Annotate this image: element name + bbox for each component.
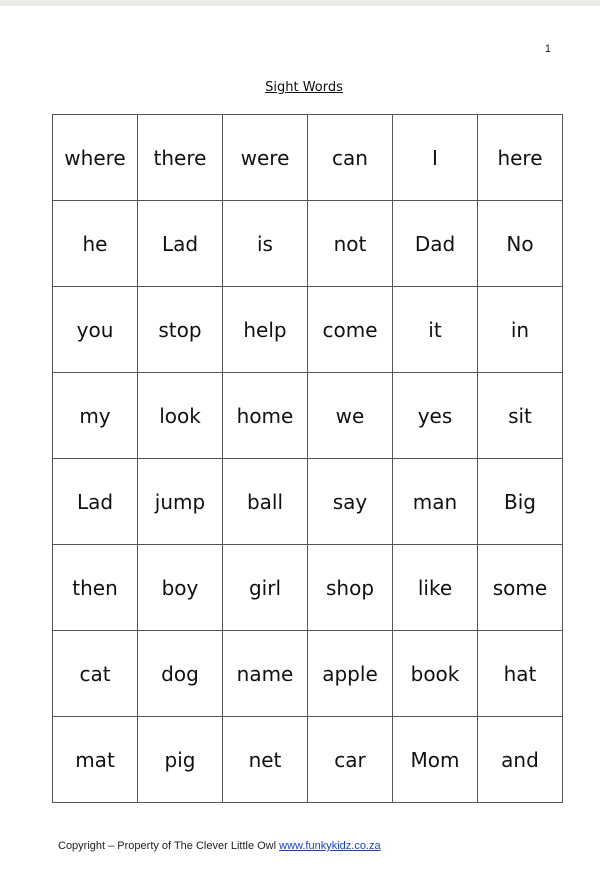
- word-cell: then: [53, 545, 138, 631]
- word-cell: sit: [478, 373, 563, 459]
- word-cell: look: [138, 373, 223, 459]
- word-cell: net: [223, 717, 308, 803]
- word-cell: mat: [53, 717, 138, 803]
- word-cell: car: [308, 717, 393, 803]
- word-cell: my: [53, 373, 138, 459]
- copyright-footer: [58, 840, 381, 852]
- table-row: [53, 459, 563, 545]
- table-row: [53, 631, 563, 717]
- word-cell: dog: [138, 631, 223, 717]
- word-cell: girl: [223, 545, 308, 631]
- word-cell: Lad: [53, 459, 138, 545]
- word-cell: name: [223, 631, 308, 717]
- table-row: [53, 115, 563, 201]
- word-cell: and: [478, 717, 563, 803]
- word-cell: say: [308, 459, 393, 545]
- word-cell: yes: [393, 373, 478, 459]
- word-cell: we: [308, 373, 393, 459]
- word-cell: where: [53, 115, 138, 201]
- table-row: [53, 717, 563, 803]
- word-cell: you: [53, 287, 138, 373]
- word-cell: not: [308, 201, 393, 287]
- table-row: [53, 545, 563, 631]
- sight-words-table: [52, 114, 563, 803]
- word-cell: No: [478, 201, 563, 287]
- table-row: [53, 287, 563, 373]
- word-cell: jump: [138, 459, 223, 545]
- page-number: 1: [544, 43, 551, 55]
- word-cell: man: [393, 459, 478, 545]
- word-cell: cat: [53, 631, 138, 717]
- table-row: [53, 201, 563, 287]
- word-cell: apple: [308, 631, 393, 717]
- word-cell: come: [308, 287, 393, 373]
- word-cell: he: [53, 201, 138, 287]
- word-cell: Mom: [393, 717, 478, 803]
- word-cell: stop: [138, 287, 223, 373]
- word-cell: boy: [138, 545, 223, 631]
- word-cell: hat: [478, 631, 563, 717]
- word-cell: were: [223, 115, 308, 201]
- word-cell: I: [393, 115, 478, 201]
- page-title: Sight Words: [265, 80, 343, 95]
- word-cell: Lad: [138, 201, 223, 287]
- word-cell: can: [308, 115, 393, 201]
- word-cell: in: [478, 287, 563, 373]
- word-cell: ball: [223, 459, 308, 545]
- word-cell: some: [478, 545, 563, 631]
- table-row: [53, 373, 563, 459]
- word-cell: pig: [138, 717, 223, 803]
- word-cell: book: [393, 631, 478, 717]
- word-cell: Big: [478, 459, 563, 545]
- word-cell: Dad: [393, 201, 478, 287]
- word-cell: there: [138, 115, 223, 201]
- website-link[interactable]: www.funkykidz.co.za: [279, 840, 381, 852]
- word-cell: it: [393, 287, 478, 373]
- page-top-edge: [0, 0, 600, 6]
- word-cell: like: [393, 545, 478, 631]
- word-cell: is: [223, 201, 308, 287]
- word-cell: home: [223, 373, 308, 459]
- copyright-text: Copyright – Property of The Clever Little Owl: [58, 840, 277, 852]
- word-cell: shop: [308, 545, 393, 631]
- word-cell: help: [223, 287, 308, 373]
- word-cell: here: [478, 115, 563, 201]
